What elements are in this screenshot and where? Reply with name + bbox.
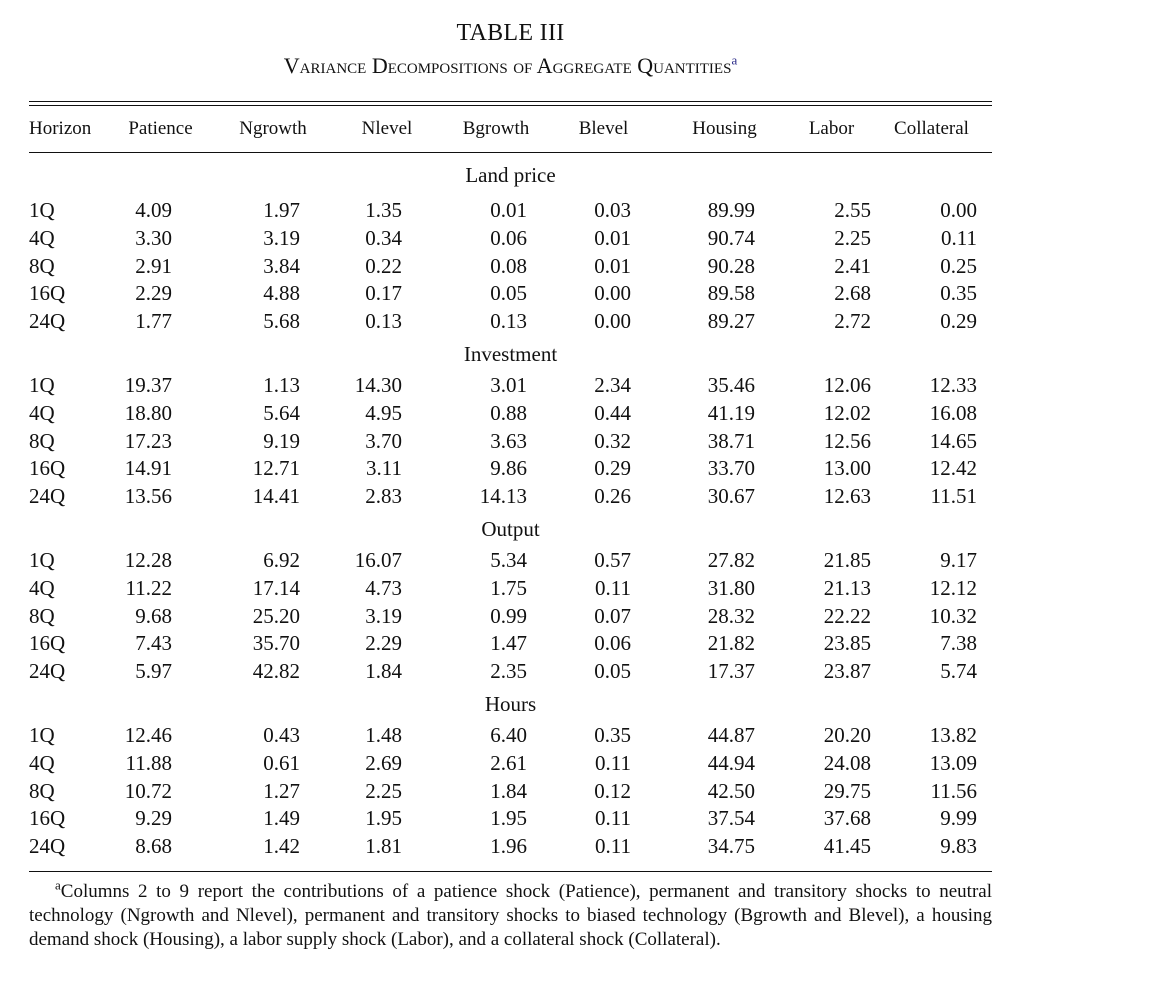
- value-cell-housing: 30.67: [707, 484, 755, 509]
- value-cell-blevel: 0.32: [594, 428, 631, 453]
- value-cell-nlevel: 2.69: [365, 750, 402, 775]
- table-row: [29, 658, 992, 686]
- value-cell-labor: 2.55: [834, 198, 871, 222]
- horizon-cell: 4Q: [29, 400, 55, 425]
- horizon-cell: 16Q: [29, 806, 66, 831]
- horizon-cell: 24Q: [29, 834, 66, 859]
- value-cell-collateral: 5.74: [940, 659, 977, 684]
- value-cell-labor: 21.85: [823, 547, 871, 572]
- horizon-cell: 1Q: [29, 547, 55, 572]
- table-row: [29, 750, 992, 778]
- value-cell-collateral: 16.08: [929, 400, 977, 425]
- group-label: Land price: [465, 163, 556, 187]
- value-cell-blevel: 0.12: [594, 778, 631, 803]
- value-cell-ngrowth: 0.61: [263, 750, 300, 775]
- table-row: [29, 805, 992, 833]
- horizon-cell: 24Q: [29, 659, 66, 684]
- value-cell-blevel: 0.01: [594, 225, 631, 250]
- value-cell-labor: 37.68: [823, 806, 871, 831]
- value-cell-nlevel: 0.13: [365, 309, 402, 334]
- value-cell-housing: 38.71: [707, 428, 755, 453]
- value-cell-collateral: 0.25: [940, 253, 977, 278]
- column-header-patience: Patience: [128, 118, 193, 139]
- value-cell-bgrowth: 3.01: [490, 372, 527, 397]
- value-cell-bgrowth: 1.75: [490, 575, 527, 600]
- value-cell-collateral: 10.32: [929, 603, 977, 628]
- horizon-cell: 24Q: [29, 484, 66, 509]
- value-cell-ngrowth: 1.97: [263, 198, 300, 222]
- value-cell-bgrowth: 1.96: [490, 834, 527, 859]
- bottom-rule-row: [29, 861, 992, 872]
- horizon-cell: 16Q: [29, 631, 66, 656]
- table-row: [29, 308, 992, 336]
- value-cell-ngrowth: 17.14: [252, 575, 300, 600]
- table-row: [29, 833, 992, 861]
- value-cell-housing: 33.70: [707, 456, 755, 481]
- value-cell-labor: 23.87: [823, 659, 871, 684]
- value-cell-ngrowth: 14.41: [252, 484, 300, 509]
- value-cell-ngrowth: 9.19: [263, 428, 300, 453]
- value-cell-nlevel: 16.07: [354, 547, 402, 572]
- value-cell-collateral: 14.65: [929, 428, 977, 453]
- value-cell-nlevel: 3.19: [365, 603, 402, 628]
- title-note-marker: a: [731, 52, 738, 68]
- table-row: [29, 547, 992, 575]
- value-cell-patience: 3.30: [135, 225, 172, 250]
- horizon-cell: 1Q: [29, 198, 55, 222]
- value-cell-collateral: 7.38: [940, 631, 977, 656]
- value-cell-patience: 14.91: [124, 456, 172, 481]
- value-cell-patience: 11.22: [125, 575, 172, 600]
- value-cell-housing: 90.74: [707, 225, 755, 250]
- table-row: [29, 280, 992, 308]
- value-cell-patience: 7.43: [135, 631, 172, 656]
- table-row: [29, 722, 992, 750]
- horizon-cell: 8Q: [29, 253, 55, 278]
- value-cell-housing: 90.28: [707, 253, 755, 278]
- value-cell-ngrowth: 6.92: [263, 547, 300, 572]
- column-header-bgrowth: Bgrowth: [462, 118, 530, 139]
- value-cell-bgrowth: 0.99: [490, 603, 527, 628]
- horizon-cell: 1Q: [29, 722, 55, 747]
- value-cell-patience: 8.68: [135, 834, 172, 859]
- value-cell-collateral: 13.82: [929, 722, 977, 747]
- horizon-cell: 8Q: [29, 428, 55, 453]
- value-cell-ngrowth: 42.82: [252, 659, 300, 684]
- value-cell-bgrowth: 0.05: [490, 281, 527, 306]
- value-cell-ngrowth: 3.19: [263, 225, 300, 250]
- value-cell-housing: 37.54: [707, 806, 755, 831]
- value-cell-ngrowth: 5.68: [263, 309, 300, 334]
- value-cell-nlevel: 0.17: [365, 281, 402, 306]
- value-cell-housing: 89.99: [707, 198, 755, 222]
- table-row: [29, 483, 992, 511]
- value-cell-collateral: 11.56: [930, 778, 977, 803]
- table-row: [29, 197, 992, 225]
- value-cell-labor: 13.00: [823, 456, 871, 481]
- value-cell-labor: 22.22: [823, 603, 871, 628]
- value-cell-housing: 27.82: [707, 547, 755, 572]
- value-cell-patience: 9.29: [135, 806, 172, 831]
- value-cell-housing: 44.94: [707, 750, 755, 775]
- value-cell-bgrowth: 5.34: [490, 547, 527, 572]
- table-row: [29, 603, 992, 631]
- value-cell-blevel: 0.11: [595, 575, 631, 600]
- value-cell-blevel: 0.11: [595, 834, 631, 859]
- table-row: [29, 428, 992, 456]
- table-title: Variance Decompositions of Aggregate Quantities: [283, 53, 732, 78]
- group-label: Output: [481, 516, 540, 541]
- value-cell-bgrowth: 2.35: [490, 659, 527, 684]
- value-cell-bgrowth: 3.63: [490, 428, 527, 453]
- value-cell-ngrowth: 0.43: [263, 722, 300, 747]
- value-cell-nlevel: 2.29: [365, 631, 402, 656]
- value-cell-nlevel: 0.34: [365, 225, 402, 250]
- column-header-horizon: Horizon: [29, 118, 92, 139]
- footnote: [29, 877, 992, 952]
- value-cell-bgrowth: 14.13: [479, 484, 527, 509]
- value-cell-blevel: 0.11: [595, 750, 631, 775]
- value-cell-housing: 34.75: [707, 834, 755, 859]
- group-header-row: [29, 511, 992, 547]
- value-cell-ngrowth: 3.84: [263, 253, 300, 278]
- value-cell-blevel: 0.01: [594, 253, 631, 278]
- value-cell-bgrowth: 0.08: [490, 253, 527, 278]
- value-cell-collateral: 0.00: [940, 198, 977, 222]
- value-cell-bgrowth: 1.47: [490, 631, 527, 656]
- value-cell-labor: 12.02: [823, 400, 871, 425]
- value-cell-ngrowth: 1.13: [263, 372, 300, 397]
- table-title-wrap: [29, 52, 992, 80]
- value-cell-bgrowth: 2.61: [490, 750, 527, 775]
- value-cell-patience: 13.56: [124, 484, 172, 509]
- value-cell-blevel: 0.26: [594, 484, 631, 509]
- value-cell-blevel: 0.57: [594, 547, 631, 572]
- header-row: [29, 106, 992, 153]
- table-row: [29, 778, 992, 806]
- value-cell-labor: 2.68: [834, 281, 871, 306]
- table-row: [29, 225, 992, 253]
- value-cell-labor: 21.13: [823, 575, 871, 600]
- value-cell-ngrowth: 1.42: [263, 834, 300, 859]
- value-cell-ngrowth: 5.64: [263, 400, 300, 425]
- value-cell-ngrowth: 25.20: [252, 603, 300, 628]
- value-cell-collateral: 9.17: [940, 547, 977, 572]
- value-cell-blevel: 0.44: [594, 400, 631, 425]
- value-cell-collateral: 9.99: [940, 806, 977, 831]
- value-cell-patience: 17.23: [124, 428, 172, 453]
- column-header-blevel: Blevel: [578, 118, 629, 139]
- column-header-collateral: Collateral: [894, 118, 969, 139]
- value-cell-patience: 1.77: [135, 309, 172, 334]
- value-cell-bgrowth: 1.95: [490, 806, 527, 831]
- footnote-text: Columns 2 to 9 report the contributions of a patience shock (Patience), permanent and transitory shocks to neutral technology (Ngrowth and Nlevel), permanent and transitory shocks to biased technology (Bgrowth and Blevel), a housing demand shock (Housing), a labor supply shock (Labor), and a collateral shock (Collateral).: [29, 881, 992, 950]
- value-cell-bgrowth: 9.86: [490, 456, 527, 481]
- column-header-housing: Housing: [692, 118, 757, 139]
- value-cell-labor: 24.08: [823, 750, 871, 775]
- footnote-marker: a: [55, 877, 61, 893]
- table-row: [29, 575, 992, 603]
- table-body: [29, 153, 992, 871]
- bottom-rule: [29, 861, 992, 872]
- value-cell-housing: 89.27: [707, 309, 755, 334]
- value-cell-nlevel: 3.11: [366, 456, 402, 481]
- value-cell-nlevel: 0.22: [365, 253, 402, 278]
- table-number: TABLE III: [456, 20, 565, 46]
- value-cell-nlevel: 1.84: [365, 659, 402, 684]
- value-cell-patience: 12.46: [124, 722, 172, 747]
- table-container: [29, 18, 992, 872]
- value-cell-blevel: 0.11: [595, 806, 631, 831]
- value-cell-collateral: 0.35: [940, 281, 977, 306]
- value-cell-housing: 28.32: [707, 603, 755, 628]
- horizon-cell: 4Q: [29, 750, 55, 775]
- value-cell-patience: 18.80: [124, 400, 172, 425]
- value-cell-collateral: 0.29: [940, 309, 977, 334]
- value-cell-housing: 41.19: [707, 400, 755, 425]
- value-cell-ngrowth: 4.88: [263, 281, 300, 306]
- value-cell-housing: 44.87: [707, 722, 755, 747]
- value-cell-collateral: 11.51: [930, 484, 977, 509]
- variance-table: [29, 106, 992, 872]
- value-cell-nlevel: 3.70: [365, 428, 402, 453]
- value-cell-collateral: 13.09: [929, 750, 977, 775]
- value-cell-ngrowth: 1.27: [263, 778, 300, 803]
- table-row: [29, 630, 992, 658]
- value-cell-bgrowth: 6.40: [490, 722, 527, 747]
- column-header-nlevel: Nlevel: [361, 118, 413, 139]
- value-cell-blevel: 0.03: [594, 198, 631, 222]
- group-label: Hours: [484, 691, 537, 716]
- value-cell-blevel: 0.00: [594, 309, 631, 334]
- value-cell-collateral: 12.33: [929, 372, 977, 397]
- value-cell-nlevel: 4.95: [365, 400, 402, 425]
- value-cell-patience: 12.28: [124, 547, 172, 572]
- value-cell-ngrowth: 1.49: [263, 806, 300, 831]
- table-row: [29, 455, 992, 483]
- horizon-cell: 1Q: [29, 372, 55, 397]
- value-cell-nlevel: 1.81: [365, 834, 402, 859]
- value-cell-blevel: 0.06: [594, 631, 631, 656]
- value-cell-bgrowth: 1.84: [490, 778, 527, 803]
- value-cell-ngrowth: 12.71: [252, 456, 300, 481]
- value-cell-bgrowth: 0.13: [490, 309, 527, 334]
- value-cell-nlevel: 4.73: [365, 575, 402, 600]
- value-cell-labor: 2.25: [834, 225, 871, 250]
- value-cell-blevel: 0.05: [594, 659, 631, 684]
- footnote-paragraph: [29, 877, 992, 952]
- value-cell-labor: 12.63: [823, 484, 871, 509]
- value-cell-collateral: 9.83: [940, 834, 977, 859]
- value-cell-labor: 12.06: [823, 372, 871, 397]
- value-cell-ngrowth: 35.70: [252, 631, 300, 656]
- value-cell-patience: 2.29: [135, 281, 172, 306]
- value-cell-nlevel: 14.30: [354, 372, 402, 397]
- group-header-row: [29, 686, 992, 722]
- value-cell-blevel: 0.35: [594, 722, 631, 747]
- column-header-labor: Labor: [808, 118, 855, 139]
- value-cell-bgrowth: 0.06: [490, 225, 527, 250]
- value-cell-patience: 4.09: [135, 198, 172, 222]
- value-cell-patience: 19.37: [124, 372, 172, 397]
- value-cell-labor: 29.75: [823, 778, 871, 803]
- value-cell-blevel: 0.00: [594, 281, 631, 306]
- value-cell-patience: 5.97: [135, 659, 172, 684]
- value-cell-housing: 35.46: [707, 372, 755, 397]
- value-cell-labor: 12.56: [823, 428, 871, 453]
- value-cell-labor: 41.45: [823, 834, 871, 859]
- value-cell-labor: 20.20: [823, 722, 871, 747]
- value-cell-bgrowth: 0.01: [490, 198, 527, 222]
- value-cell-collateral: 12.42: [929, 456, 977, 481]
- table-row: [29, 400, 992, 428]
- value-cell-patience: 10.72: [124, 778, 172, 803]
- value-cell-housing: 31.80: [707, 575, 755, 600]
- group-label: Investment: [463, 341, 558, 366]
- horizon-cell: 4Q: [29, 575, 55, 600]
- value-cell-nlevel: 2.83: [365, 484, 402, 509]
- value-cell-housing: 21.82: [707, 631, 755, 656]
- horizon-cell: 16Q: [29, 456, 66, 481]
- value-cell-nlevel: 1.35: [365, 198, 402, 222]
- value-cell-housing: 89.58: [707, 281, 755, 306]
- horizon-cell: 8Q: [29, 603, 55, 628]
- value-cell-labor: 2.41: [834, 253, 871, 278]
- horizon-cell: 8Q: [29, 778, 55, 803]
- value-cell-nlevel: 2.25: [365, 778, 402, 803]
- value-cell-collateral: 0.11: [941, 225, 977, 250]
- value-cell-blevel: 2.34: [594, 372, 631, 397]
- value-cell-patience: 2.91: [135, 253, 172, 278]
- group-header-row: [29, 153, 992, 197]
- value-cell-patience: 9.68: [135, 603, 172, 628]
- value-cell-blevel: 0.07: [594, 603, 631, 628]
- value-cell-collateral: 12.12: [929, 575, 977, 600]
- horizon-cell: 4Q: [29, 225, 55, 250]
- group-header-row: [29, 336, 992, 372]
- value-cell-bgrowth: 0.88: [490, 400, 527, 425]
- value-cell-nlevel: 1.95: [365, 806, 402, 831]
- horizon-cell: 24Q: [29, 309, 66, 334]
- value-cell-patience: 11.88: [125, 750, 172, 775]
- value-cell-housing: 17.37: [707, 659, 755, 684]
- value-cell-nlevel: 1.48: [365, 722, 402, 747]
- value-cell-labor: 23.85: [823, 631, 871, 656]
- column-header-ngrowth: Ngrowth: [239, 118, 307, 139]
- value-cell-labor: 2.72: [834, 309, 871, 334]
- table-row: [29, 372, 992, 400]
- value-cell-blevel: 0.29: [594, 456, 631, 481]
- value-cell-housing: 42.50: [707, 778, 755, 803]
- table-row: [29, 253, 992, 281]
- horizon-cell: 16Q: [29, 281, 66, 306]
